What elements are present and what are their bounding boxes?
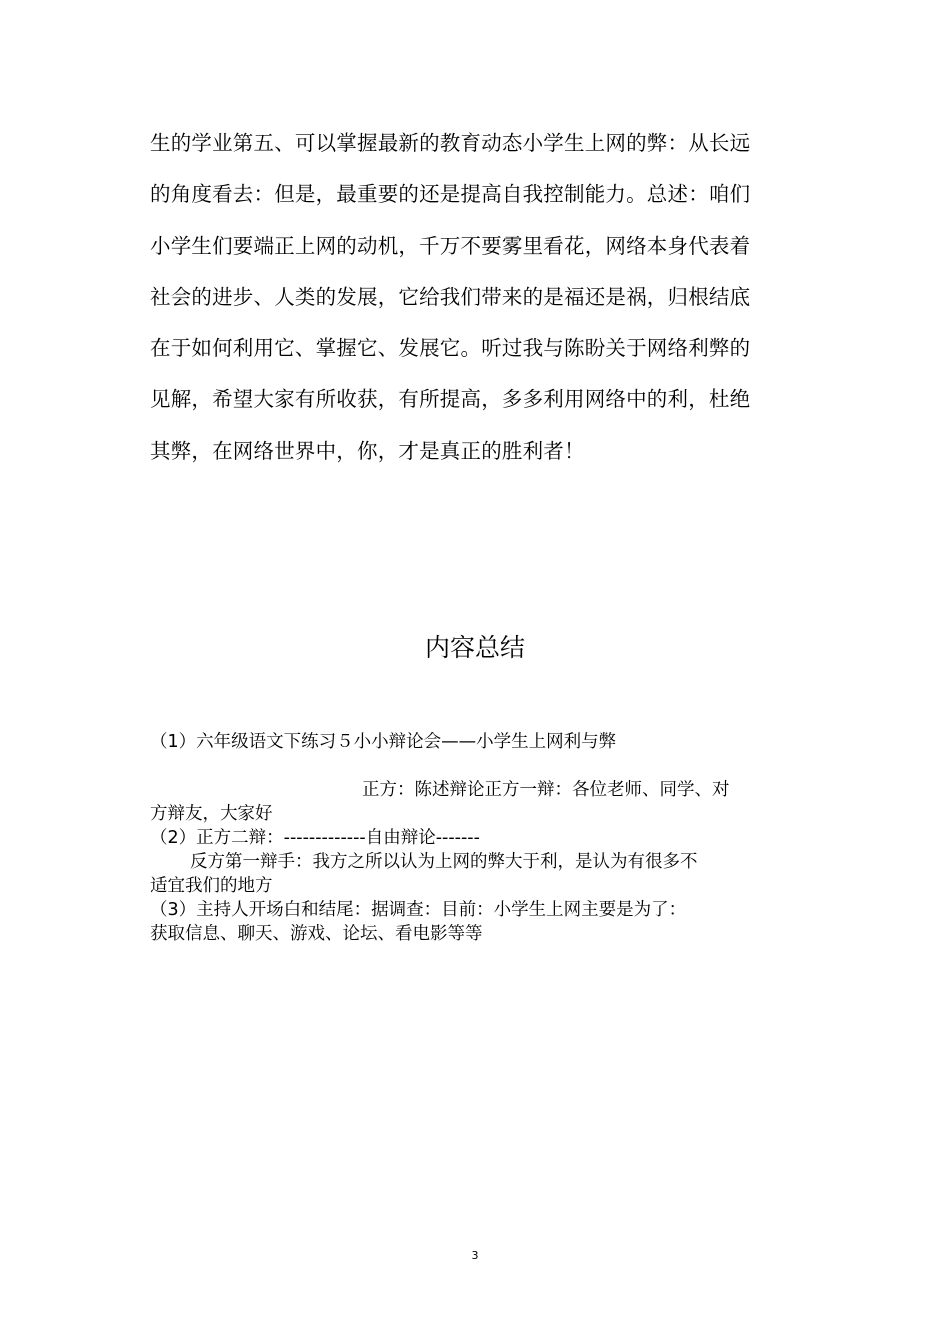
section-title: 内容总结 bbox=[424, 633, 525, 662]
summary-item-3-detail-line: 获取信息、聊天、游戏、论坛、看电影等等 bbox=[150, 924, 483, 944]
summary-item-1-heading: （1）六年级语文下练习５小小辩论会——小学生上网利与弊 bbox=[150, 732, 617, 752]
paragraph-line: 见解，希望大家有所收获，有所提高，多多利用网络中的利，杜绝 bbox=[150, 387, 751, 412]
summary-item-1-detail-line: 正方：陈述辩论正方一辩：各位老师、同学、对 bbox=[362, 780, 730, 800]
body-paragraph bbox=[150, 118, 800, 477]
paragraph-line: 在于如何利用它、掌握它、发展它。听过我与陈盼关于网络利弊的 bbox=[150, 336, 751, 361]
summary-item-3-heading: （3）主持人开场白和结尾：据调查：目前：小学生上网主要是为了： bbox=[150, 900, 687, 920]
paragraph-line: 其弊，在网络世界中，你，才是真正的胜利者！ bbox=[150, 438, 585, 463]
summary-item-1 bbox=[150, 730, 810, 754]
paragraph-line: 小学生们要端正上网的动机，千万不要雾里看花，网络本身代表着 bbox=[150, 233, 751, 258]
summary-item-1-detail-line: 方辩友，大家好 bbox=[150, 804, 273, 824]
paragraph-line: 的角度看去：但是，最重要的还是提高自我控制能力。总述：咱们 bbox=[150, 182, 751, 207]
summary-item-2-detail-line: 反方第一辩手：我方之所以认为上网的弊大于利，是认为有很多不 bbox=[190, 852, 698, 872]
summary-item-2-detail-line: 适宜我们的地方 bbox=[150, 876, 273, 896]
paragraph-line: 生的学业第五、可以掌握最新的教育动态小学生上网的弊：从长远 bbox=[150, 131, 751, 155]
summary-item-2-heading: （2）正方二辩：-------------自由辩论------- bbox=[150, 828, 480, 848]
paragraph-line: 社会的进步、人类的发展，它给我们带来的是福还是祸，归根结底 bbox=[150, 284, 751, 309]
summary-item-1-detail bbox=[150, 778, 810, 946]
page-number: 3 bbox=[471, 1249, 479, 1262]
